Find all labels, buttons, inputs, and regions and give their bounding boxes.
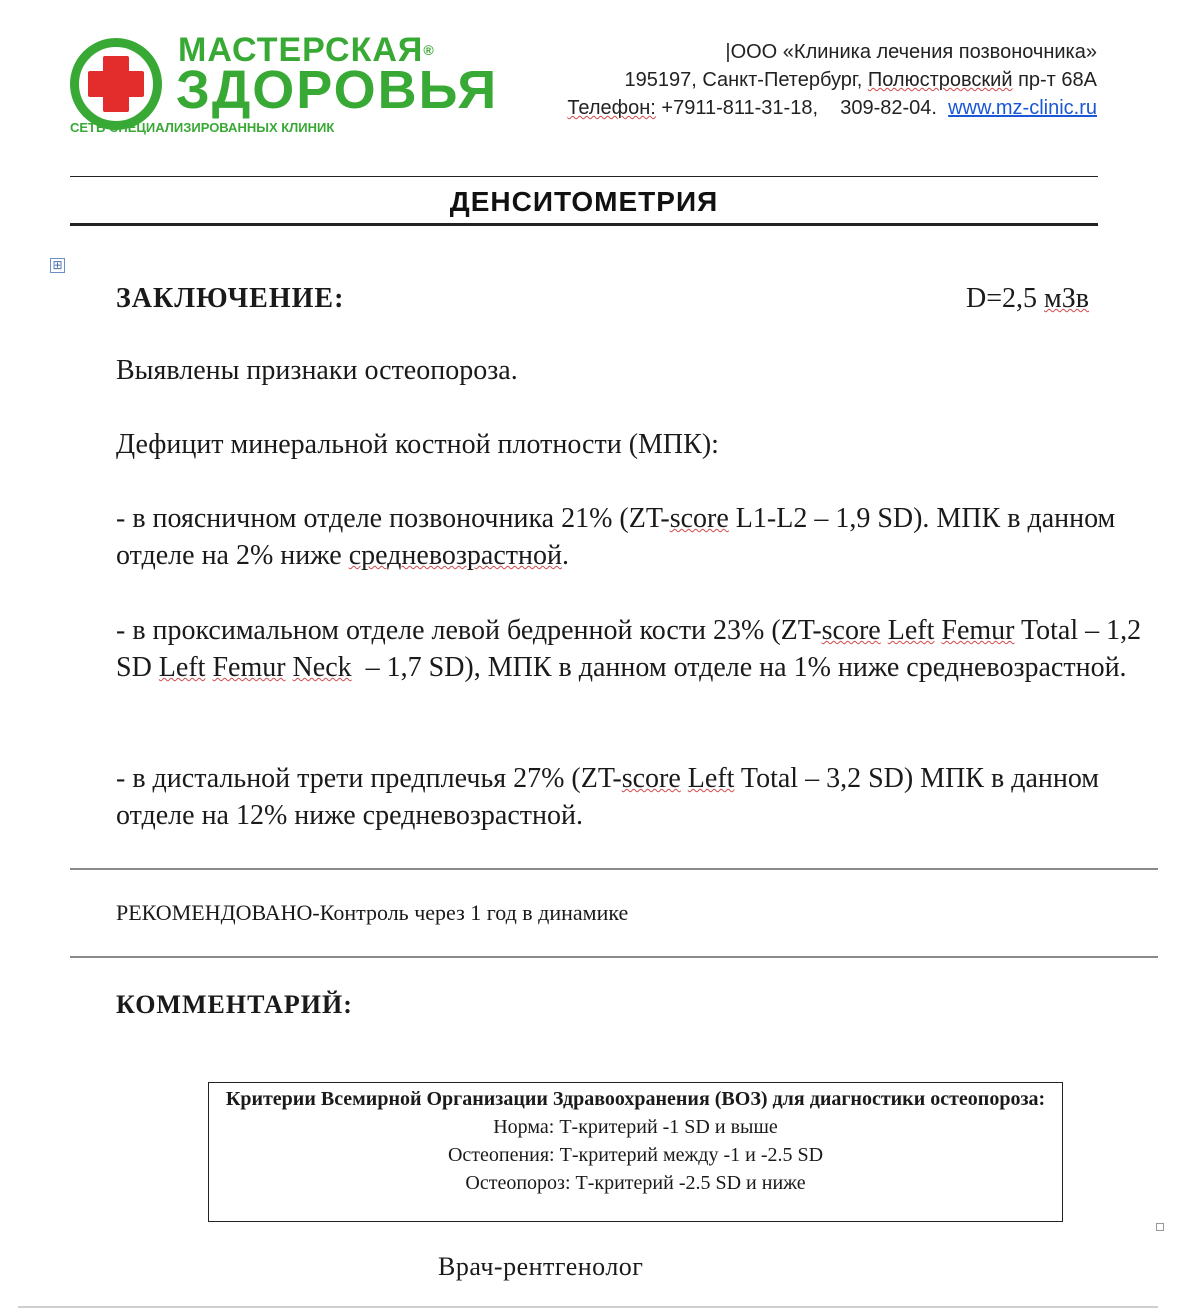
who-criteria-box — [208, 1082, 1063, 1222]
who-norm: Норма: Т-критерий -1 SD и выше — [493, 1116, 778, 1138]
dose-unit: мЗв — [1044, 283, 1089, 314]
logo-name-line2: ЗДОРОВЬЯ — [176, 60, 499, 120]
document-title: ДЕНСИТОМЕТРИЯ — [449, 186, 719, 217]
divider — [70, 868, 1158, 870]
clinic-address: 195197, Санкт-Петербург, Полюстровский пр-т 68А — [624, 69, 1097, 91]
who-criteria-title: Критерии Всемирной Организации Здравоохранения (ВОЗ) для диагностики остеопороза: — [225, 1088, 1046, 1110]
logo-name-line1: МАСТЕРСКАЯ® — [178, 31, 435, 69]
clinic-name: |ООО «Клиника лечения позвоночника» — [725, 41, 1097, 63]
phone-numbers: +7911-811-31-18, 309-82-04. — [655, 97, 949, 119]
finding-text: Выявлены признаки остеопороза. — [116, 355, 518, 386]
doctor-signature-label: Врач-рентгенолог — [438, 1252, 644, 1281]
dose-value: D=2,5 мЗв — [966, 283, 1089, 314]
table-move-handle-icon[interactable]: ⊞ — [50, 258, 65, 273]
who-osteopenia: Остеопения: Т-критерий между -1 и -2.5 SD — [447, 1144, 824, 1166]
medical-cross-icon-bar — [88, 71, 144, 97]
lumbar-finding: - в поясничном отделе позвоночника 21% (ZT-score L1-L2 – 1,9 SD). МПК в данном отделе на 2% ниже средневозрастной. — [116, 503, 1116, 571]
comment-label: КОММЕНТАРИЙ: — [116, 990, 353, 1019]
address-street: Полюстровский — [867, 69, 1013, 91]
registered-mark: ® — [423, 42, 435, 58]
page-bottom-rule — [18, 1306, 1158, 1308]
title-rule-bottom — [70, 223, 1098, 226]
conclusion-label: ЗАКЛЮЧЕНИЕ: — [116, 283, 345, 314]
forearm-finding: - в дистальной трети предплечья 27% (ZT-score Left Total – 3,2 SD) МПК в данном отделе на 12% ниже средневозрастной. — [116, 763, 1100, 831]
who-osteoporosis: Остеопороз: Т-критерий -2.5 SD и ниже — [465, 1172, 806, 1194]
website-link[interactable]: www.mz-clinic.ru — [948, 97, 1097, 119]
title-rule-top — [70, 176, 1098, 177]
deficit-heading: Дефицит минеральной костной плотности (МПК): — [116, 429, 719, 460]
divider — [70, 956, 1158, 958]
recommendation: РЕКОМЕНДОВАНО-Контроль через 1 год в динамике — [116, 900, 629, 925]
femur-finding: - в проксимальном отделе левой бедренной кости 23% (ZT-score Left Femur Total – 1,2 SD Left Femur Neck – 1,7 SD), МПК в данном отделе на 1% ниже средневозрастной. — [116, 615, 1142, 683]
logo-tagline: СЕТЬ СПЕЦИАЛИЗИРОВАННЫХ КЛИНИК — [70, 120, 335, 135]
table-resize-handle-icon[interactable] — [1156, 1223, 1164, 1231]
phone-label: Телефон: — [567, 97, 656, 119]
clinic-contacts — [567, 93, 1097, 123]
